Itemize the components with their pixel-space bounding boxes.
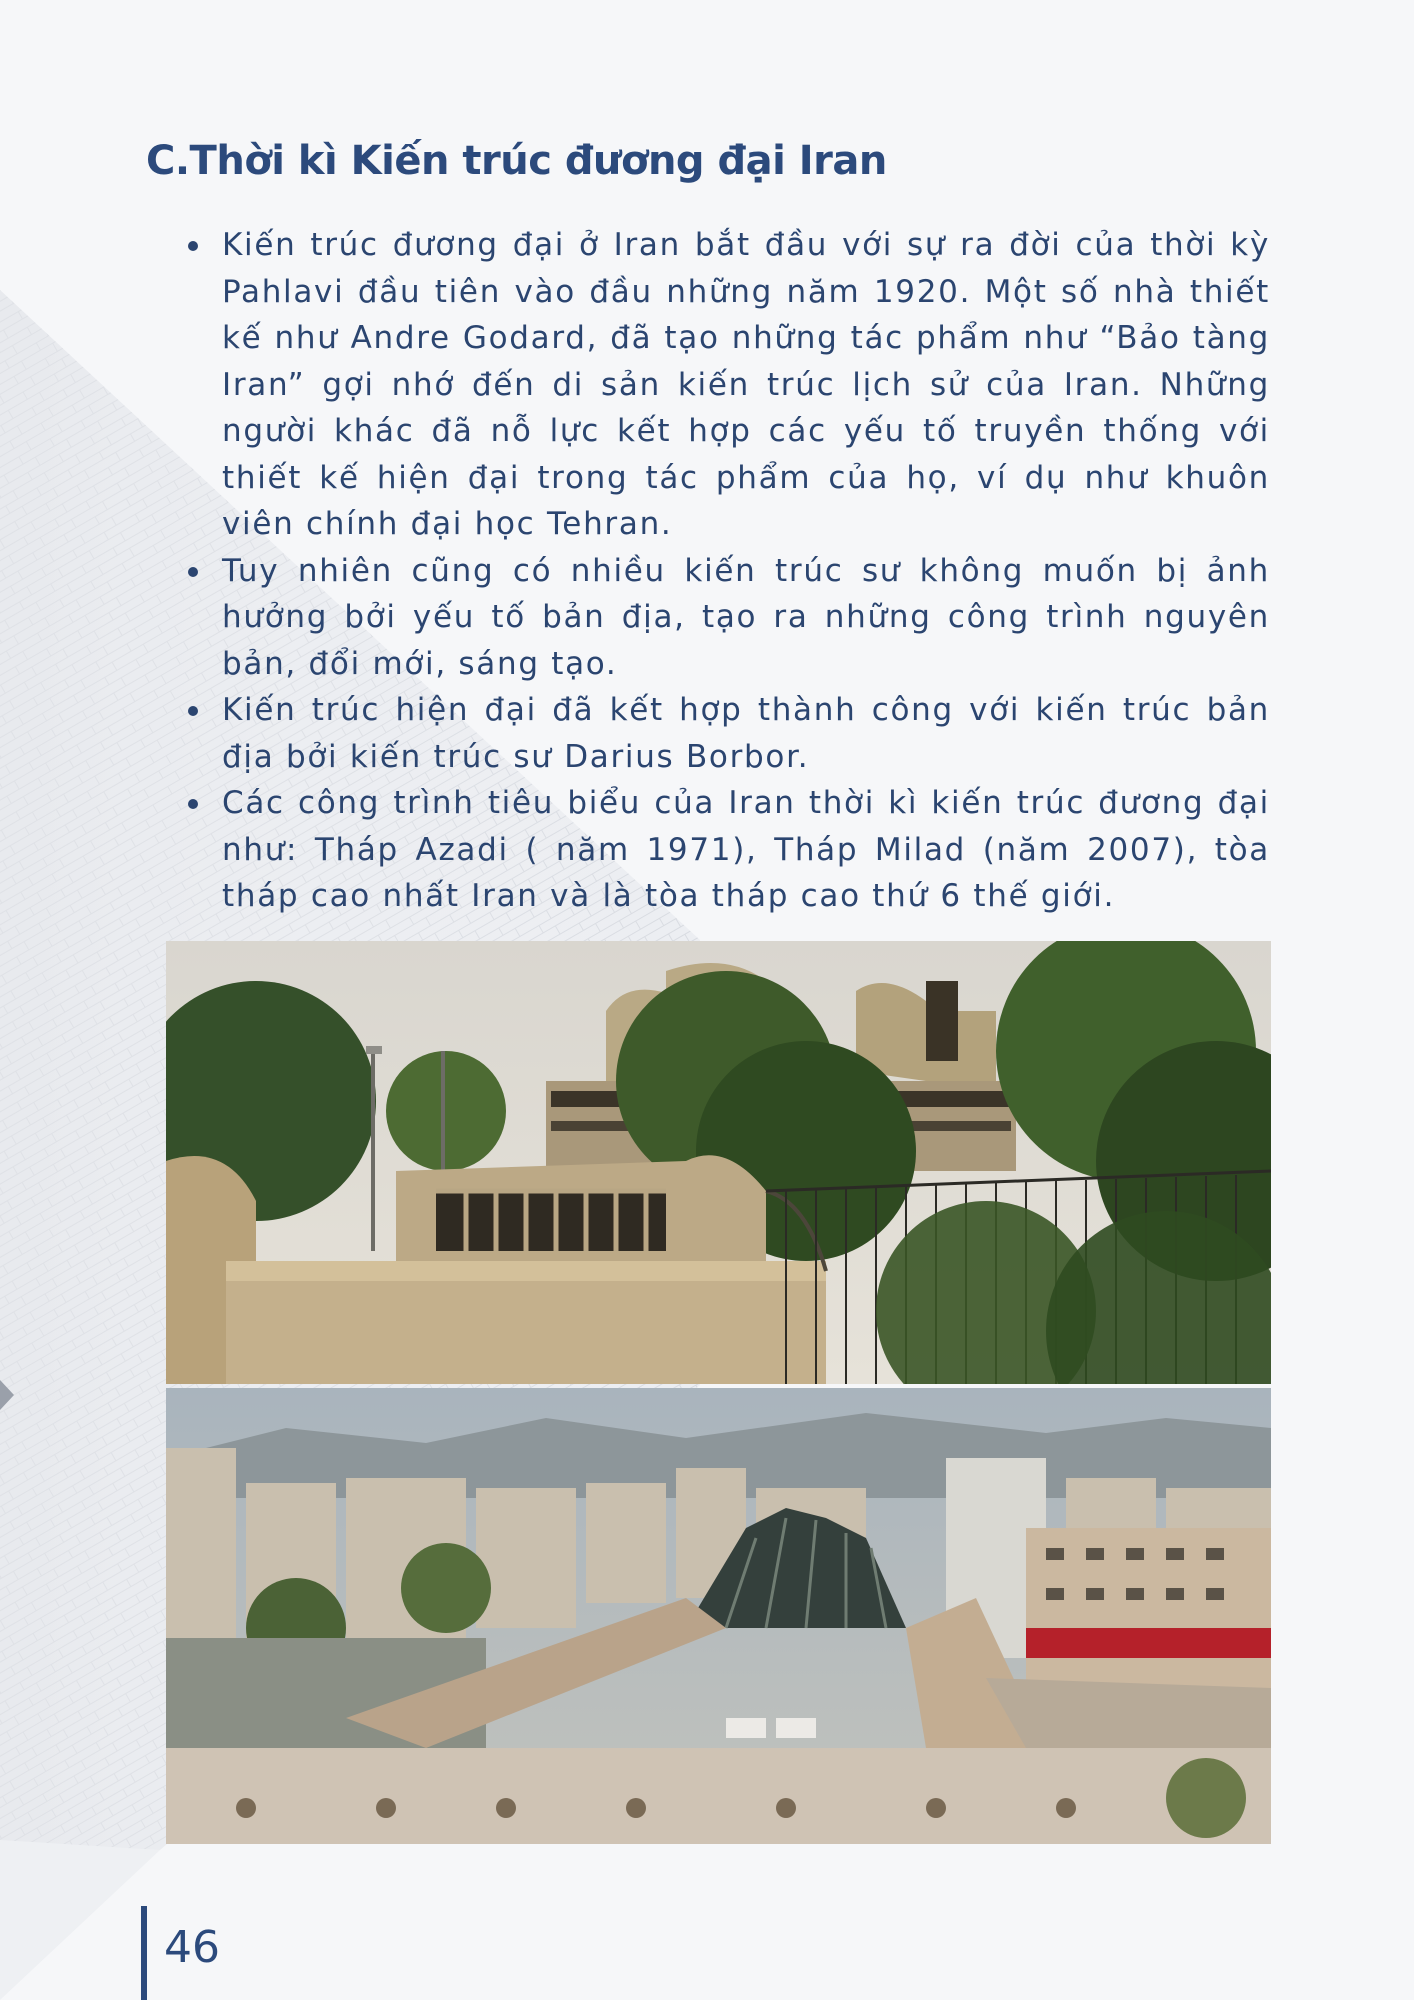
bullet-text: Tuy nhiên cũng có nhiều kiến trúc sư không muốn bị ảnh hưởng bởi yếu tố bản địa, tạo ra những công trình nguyên bản, đổi mới, sáng tạo.	[222, 552, 1270, 682]
bullet-text: Kiến trúc hiện đại đã kết hợp thành công với kiến trúc bản địa bởi kiến trúc sư Darius Borbor.	[222, 692, 1270, 775]
section-title: C.Thời kì Kiến trúc đương đại Iran	[146, 138, 887, 184]
list-item	[188, 222, 1270, 548]
bullet-icon	[188, 799, 198, 809]
bullet-list	[188, 222, 1270, 920]
photo-university-building	[166, 941, 1271, 1384]
bullet-icon	[188, 241, 198, 251]
bullet-icon	[188, 706, 198, 716]
list-item	[188, 687, 1270, 780]
page-number-bar	[141, 1906, 147, 2000]
list-item	[188, 548, 1270, 688]
bullet-text: Kiến trúc đương đại ở Iran bắt đầu với sự ra đời của thời kỳ Pahlavi đầu tiên vào đầu những năm 1920. Một số nhà thiết kế như Andre Godard, đã tạo những tác phẩm như “Bảo tàng Iran” gợi nhớ đến di sản kiến trúc lịch sử của Iran. Những người khác đã nỗ lực kết hợp các yếu tố truyền thống với thiết kế hiện đại trong tác phẩm của họ, ví dụ như khuôn viên chính đại học Tehran.	[222, 227, 1270, 542]
page-number: 46	[164, 1922, 220, 1973]
bullet-text: Các công trình tiêu biểu của Iran thời kì kiến trúc đương đại như: Tháp Azadi ( năm 1971), Tháp Milad (năm 2007), tòa tháp cao nhất Iran và là tòa tháp cao thứ 6 thế giới.	[222, 785, 1270, 914]
photo-city-building	[166, 1388, 1271, 1844]
bullet-icon	[188, 567, 198, 577]
list-item	[188, 780, 1270, 920]
